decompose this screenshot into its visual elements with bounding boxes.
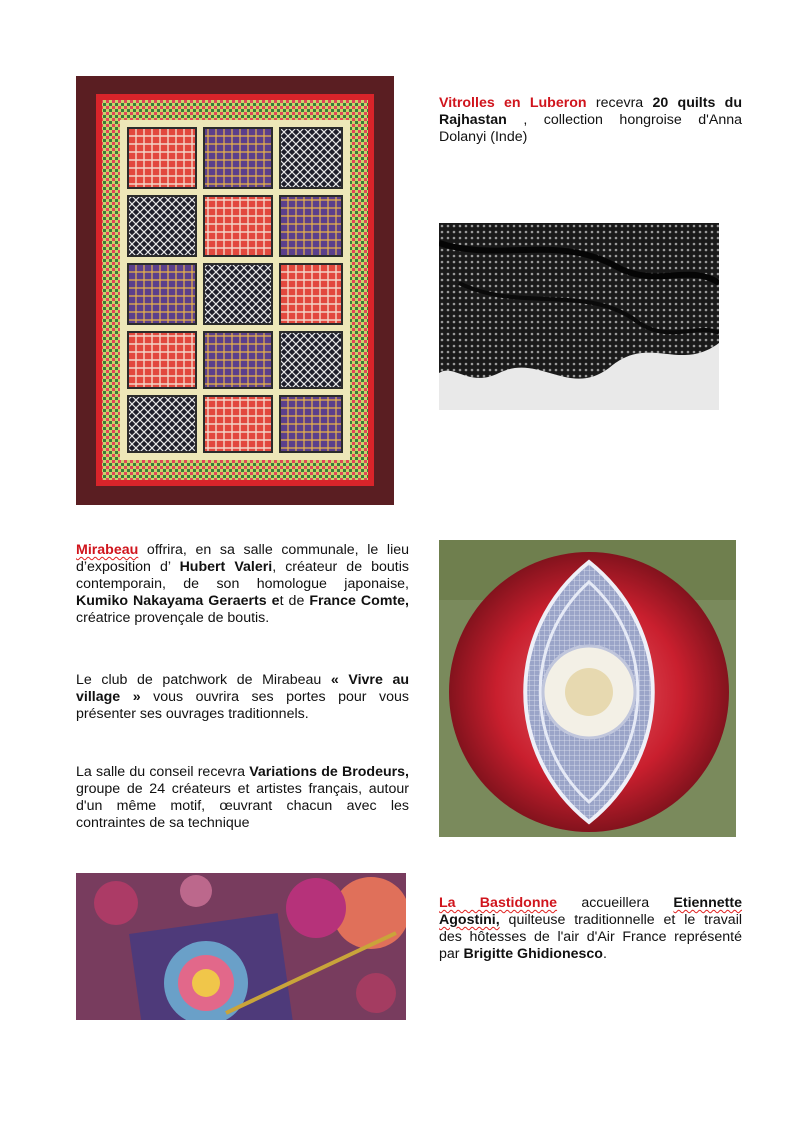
mirabeau-paragraph: Mirabeau offrira, en sa salle communale, le lieu d’exposition d’ Hubert Valeri, créateur de boutis contemporain, de son homologue japonaise, Kumiko Nakayama Geraerts et de France Comte, créatrice provençale de boutis.	[76, 542, 409, 626]
black-lace-photo	[439, 223, 719, 410]
variations-de-brodeurs-paragraph: La salle du conseil recevra Variations de Brodeurs, groupe de 24 créateurs et artistes français, autour d'un même motif, œuvrant chacun avec les contraintes de sa technique	[76, 764, 409, 831]
town-mirabeau: Mirabeau	[76, 542, 139, 558]
boutis-photo	[439, 540, 736, 837]
town-vitrolles-en-luberon: Vitrolles en Luberon	[439, 95, 587, 111]
rajasthan-quilt-photo	[76, 76, 394, 505]
town-la-bastidonne: La Bastidonne	[439, 895, 558, 911]
vitrolles-paragraph: Vitrolles en Luberon recevra 20 quilts du Rajhastan , collection hongroise d'Anna Dolanyi (Inde)	[439, 95, 742, 145]
patchwork-club-paragraph: Le club de patchwork de Mirabeau « Vivre au village » vous ouvrira ses portes pour vous présenter ses ouvrages traditionnels.	[76, 672, 410, 722]
crochet-photo	[76, 873, 406, 1020]
la-bastidonne-paragraph: La Bastidonne accueillera Etiennette Agostini, quilteuse traditionnelle et le travail des hôtesses de l'air d'Air France représenté par Brigitte Ghidionesco.	[439, 895, 742, 962]
